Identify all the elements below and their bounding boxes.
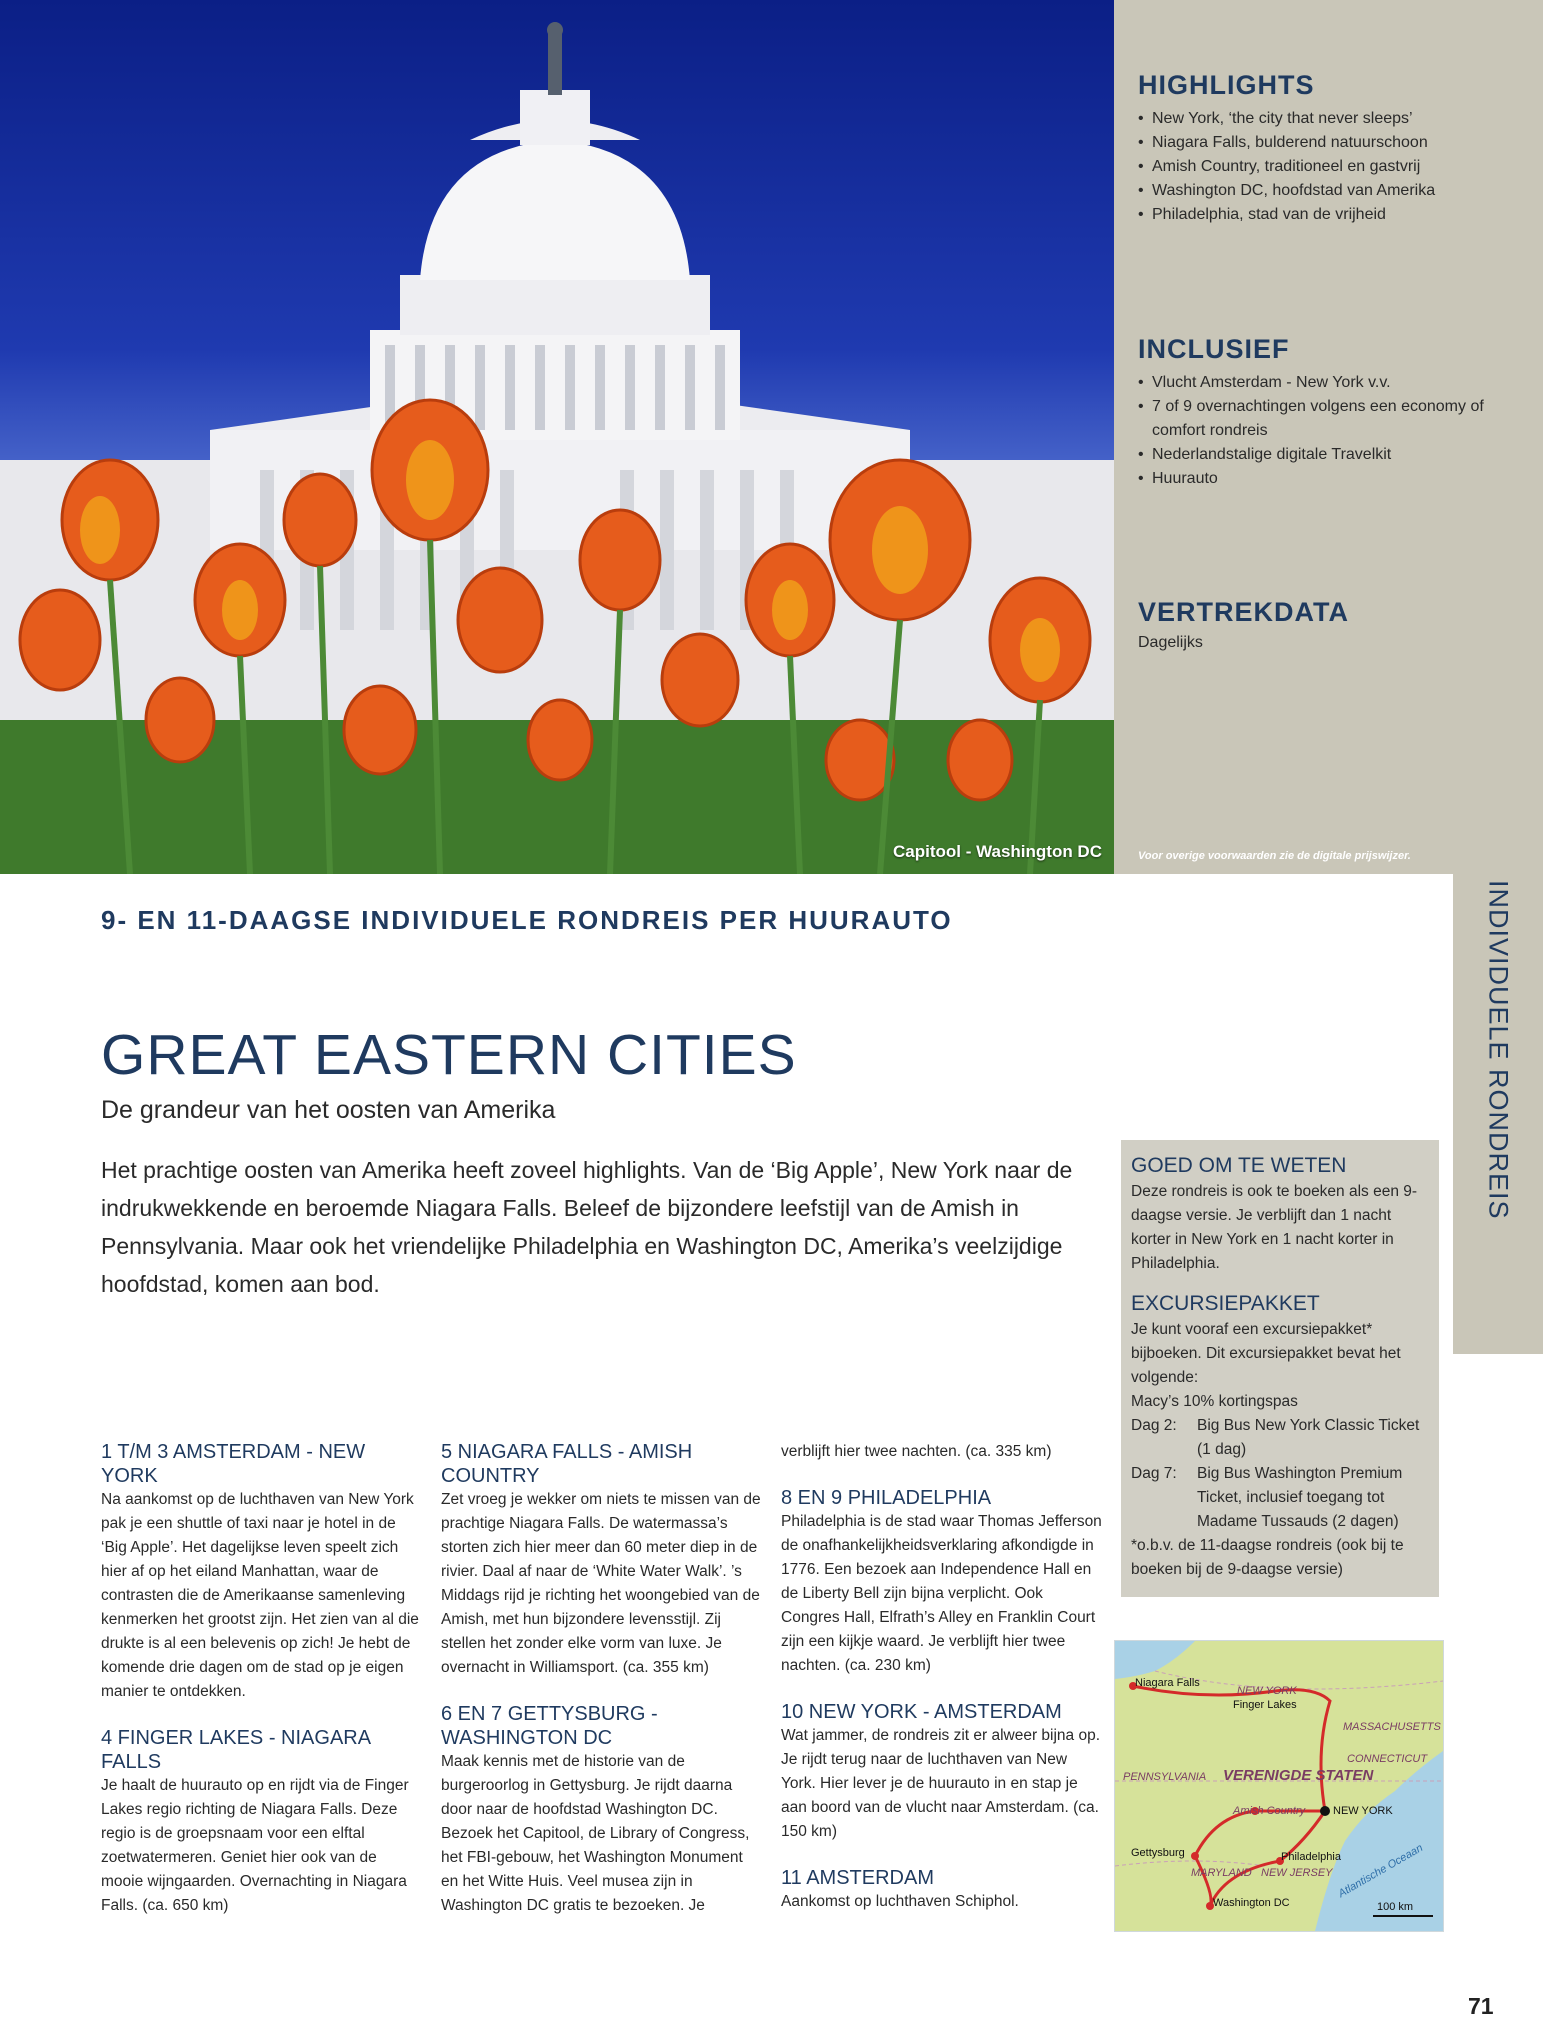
map-label-new-jersey: NEW JERSEY: [1261, 1867, 1333, 1879]
map-label-new-york-city: NEW YORK: [1333, 1805, 1393, 1817]
excursion-desc: Big Bus Washington Premium Ticket, inclusief toegang tot Madame Tussauds (2 dagen): [1197, 1465, 1403, 1530]
list-item: • 7 of 9 overnachtingen volgens een economy of comfort rondreis: [1138, 395, 1528, 443]
excursion-day: Dag 7:: [1131, 1465, 1177, 1482]
map-label-verenigde-staten: VERENIGDE STATEN: [1223, 1767, 1374, 1784]
list-item: • Vlucht Amsterdam - New York v.v.: [1138, 371, 1528, 395]
itinerary-day: [781, 1866, 1103, 1914]
excursion-day: Dag 2:: [1131, 1417, 1177, 1434]
trip-type-heading: 9- EN 11-DAAGSE INDIVIDUELE RONDREIS PER HUURAUTO: [101, 905, 953, 935]
inclusief-section: [1138, 334, 1528, 491]
day-text: Wat jammer, de rondreis zit er alweer bijna op. Je rijdt terug naar de luchthaven van New York. Hier lever je de huurauto in en stap je aan boord van de vlucht naar Amsterdam. (ca. 150 km): [781, 1727, 1101, 1840]
hero-photo: [0, 0, 1114, 874]
map-label-washington: Washington DC: [1213, 1897, 1290, 1909]
page-title: GREAT EASTERN CITIES: [101, 1023, 797, 1087]
good-to-know-box: [1121, 1140, 1439, 1597]
map-label-niagara: Niagara Falls: [1135, 1677, 1200, 1689]
map-label-amish: Amish Country: [1233, 1805, 1306, 1817]
capitol-illustration: [0, 0, 1114, 874]
itinerary-column-2: [441, 1440, 763, 1940]
continued-text: verblijft hier twee nachten. (ca. 335 km): [781, 1443, 1052, 1460]
highlights-list: [1138, 107, 1528, 227]
map-label-ocean: Atlantische Oceaan: [1336, 1841, 1426, 1901]
itinerary-day: [441, 1702, 763, 1918]
list-item: • Philadelphia, stad van de vrijheid: [1138, 203, 1528, 227]
list-item: • Washington DC, hoofdstad van Amerika: [1138, 179, 1528, 203]
excursion-macys: Macy’s 10% kortingspas: [1131, 1393, 1298, 1410]
map-label-maryland: MARYLAND: [1191, 1867, 1252, 1879]
map-label-massachusetts: MASSACHUSETTS: [1343, 1721, 1441, 1733]
list-item: • New York, ‘the city that never sleeps’: [1138, 107, 1528, 131]
fine-print: Voor overige voorwaarden zie de digitale prijswijzer.: [1138, 850, 1411, 862]
itinerary-column-1: [101, 1440, 423, 1940]
intro-paragraph: Het prachtige oosten van Amerika heeft zoveel highlights. Van de ‘Big Apple’, New York naar de indrukwekkende en beroemde Niagara Falls. Beleef de bijzondere leefstijl van de Amish in Pennsylvania. Maar ook het vriendelijke Philadelphia en Washington DC, Amerika’s veelzijdige hoofdstad, komen aan bod.: [101, 1157, 1073, 1297]
map-label-new-york-state: NEW YORK: [1237, 1685, 1297, 1697]
section-tab: [1453, 682, 1543, 1354]
route-map: [1114, 1640, 1444, 1932]
day-title: 10 NEW YORK - AMSTERDAM: [781, 1701, 1062, 1723]
itinerary-day: [781, 1486, 1103, 1678]
tagline: De grandeur van het oosten van Amerika: [101, 1096, 556, 1124]
day-title: 1 T/M 3 AMSTERDAM - NEW YORK: [101, 1441, 366, 1487]
day-text: Aankomst op luchthaven Schiphol.: [781, 1893, 1019, 1910]
highlights-heading: HIGHLIGHTS: [1138, 70, 1315, 100]
map-label-finger-lakes: Finger Lakes: [1233, 1699, 1297, 1711]
day-text: Na aankomst op de luchthaven van New York pak je een shuttle of taxi naar je hotel in de ‘Big Apple’. Het dagelijkse leven speelt zich hier af op het eiland Manhattan, waar de contrasten die de Amerikaanse samenleving kenmerken het grootst zijn. Het zien van al die drukte is al een belevenis op zich! Je hebt de komende drie dagen om de stad op je eigen manier te ontdekken.: [101, 1491, 419, 1700]
itinerary-day: [101, 1440, 423, 1704]
excursion-row: [1131, 1414, 1429, 1462]
day-title: 4 FINGER LAKES - NIAGARA FALLS: [101, 1727, 370, 1773]
excursion-desc: Big Bus New York Classic Ticket (1 dag): [1197, 1417, 1420, 1458]
day-text: Philadelphia is de stad waar Thomas Jefferson de onafhankelijkheidsverklaring afkondigde in 1776. Een bezoek aan Independence Hall en de Liberty Bell zijn bijna verplicht. Ook Congres Hall, Elfrath’s Alley en Franklin Court zijn een kijkje waard. Je verblijft hier twee nachten. (ca. 230 km): [781, 1513, 1102, 1674]
inclusief-heading: INCLUSIEF: [1138, 334, 1290, 364]
vertrekdata-section: [1138, 597, 1528, 652]
excursion-row: [1131, 1462, 1429, 1534]
vertrekdata-heading: VERTREKDATA: [1138, 597, 1349, 627]
day-title: 11 AMSTERDAM: [781, 1867, 934, 1889]
day-text: Je haalt de huurauto op en rijdt via de Finger Lakes regio richting de Niagara Falls. Deze regio is de groepsnaam voor een elftal zoetwatermeren. Geniet hier ook van de mooie wijngaarden. Overnachting in Niagara Falls. (ca. 650 km): [101, 1777, 409, 1914]
list-item: • Niagara Falls, bulderend natuurschoon: [1138, 131, 1528, 155]
day-title: 8 EN 9 PHILADELPHIA: [781, 1487, 992, 1509]
highlights-section: [1138, 70, 1528, 227]
vertrekdata-text: Dagelijks: [1138, 634, 1203, 651]
inclusief-list: [1138, 371, 1528, 491]
day-text: Zet vroeg je wekker om niets te missen van de prachtige Niagara Falls. De watermassa’s storten zich hier meer dan 60 meter diep in de rivier. Daal af naar de ‘White Water Walk’. ’s Middags rijd je richting het woongebied van de Amish, met hun bijzondere levensstijl. Zij stellen het zonder elke vorm van luxe. Je overnacht in Williamsport. (ca. 355 km): [441, 1491, 761, 1676]
itinerary-column-3: [781, 1440, 1103, 1936]
excursion-text: Je kunt vooraf een excursiepakket* bijboeken. Dit excursiepakket bevat het volgende:: [1131, 1321, 1401, 1386]
map-label-philadelphia: Philadelphia: [1281, 1851, 1341, 1863]
itinerary-day: [441, 1440, 763, 1680]
day-title: 5 NIAGARA FALLS - AMISH COUNTRY: [441, 1441, 693, 1487]
map-label-connecticut: CONNECTICUT: [1347, 1753, 1428, 1765]
map-label-gettysburg: Gettysburg: [1131, 1847, 1185, 1859]
excursion-footnote: *o.b.v. de 11-daagse rondreis (ook bij te boeken bij de 9-daagse versie): [1131, 1537, 1404, 1578]
section-tab-label: INDIVIDUELE RONDREIS: [1483, 880, 1514, 1220]
itinerary-day: [781, 1700, 1103, 1844]
itinerary-day: [101, 1726, 423, 1918]
day-title: 6 EN 7 GETTYSBURG - WASHINGTON DC: [441, 1703, 658, 1749]
photo-caption: Capitool - Washington DC: [892, 842, 1102, 861]
excursion-heading: EXCURSIEPAKKET: [1131, 1292, 1320, 1315]
page-number: 71: [1468, 1993, 1494, 2019]
list-item: • Nederlandstalige digitale Travelkit: [1138, 443, 1528, 467]
list-item: • Amish Country, traditioneel en gastvrij: [1138, 155, 1528, 179]
map-scale-label: 100 km: [1377, 1901, 1414, 1913]
good-to-know-text: Deze rondreis is ook te boeken als een 9-daagse versie. Je verblijft dan 1 nacht korter in New York en 1 nacht korter in Philadelphia.: [1131, 1183, 1418, 1272]
good-to-know-heading: GOED OM TE WETEN: [1131, 1154, 1347, 1177]
map-label-pennsylvania: PENNSYLVANIA: [1123, 1771, 1207, 1783]
list-item: • Huurauto: [1138, 467, 1528, 491]
day-text: Maak kennis met de historie van de burgeroorlog in Gettysburg. Je rijdt daarna door naar de hoofdstad Washington DC. Bezoek het Capitool, de Library of Congress, het FBI-gebouw, het Washington Monument en het Witte Huis. Veel musea zijn in Washington DC gratis te bezoeken. Je: [441, 1753, 750, 1914]
